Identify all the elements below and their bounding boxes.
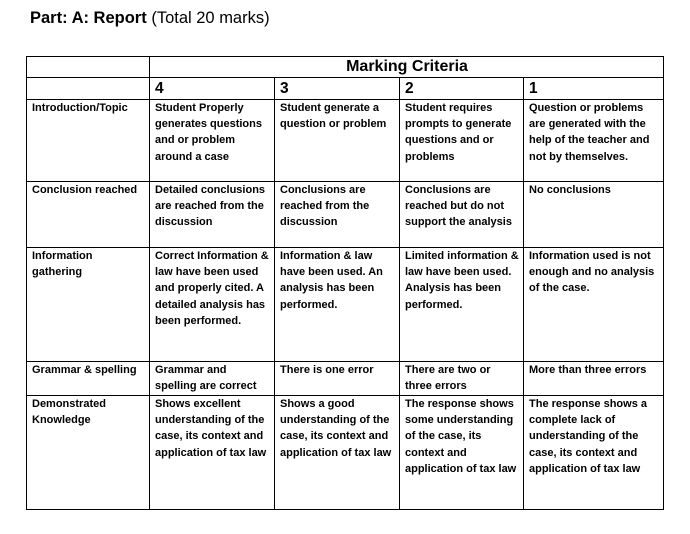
rubric-cell: Question or problems are generated with the help of the teacher and not by themselves.: [524, 100, 664, 182]
rubric-cell: Conclusions are reached but do not support the analysis: [400, 182, 524, 248]
rubric-cell: There are two or three errors: [400, 362, 524, 396]
rubric-cell: No conclusions: [524, 182, 664, 248]
level-header: 1: [524, 78, 664, 100]
marking-criteria-header: Marking Criteria: [150, 57, 664, 78]
criterion-label: Introduction/Topic: [27, 100, 150, 182]
rubric-cell: The response shows a complete lack of understanding of the case, its context and application of tax law: [524, 396, 664, 510]
level-header: 2: [400, 78, 524, 100]
rubric-cell: Detailed conclusions are reached from the discussion: [150, 182, 275, 248]
heading-bold: Part: A: Report: [30, 9, 147, 27]
rubric-cell: Student requires prompts to generate questions and or problems: [400, 100, 524, 182]
rubric-cell: Shows a good understanding of the case, its context and application of tax law: [275, 396, 400, 510]
criterion-label: Grammar & spelling: [27, 362, 150, 396]
rubric-cell: Student Properly generates questions and or problem around a case: [150, 100, 275, 182]
level-header: 3: [275, 78, 400, 100]
rubric-cell: Conclusions are reached from the discussion: [275, 182, 400, 248]
empty-level-corner-cell: [27, 78, 150, 100]
level-header-row: [27, 78, 664, 100]
table-row: [27, 362, 664, 396]
table-row: [27, 100, 664, 182]
rubric-cell: Student generate a question or problem: [275, 100, 400, 182]
rubric-cell: Grammar and spelling are correct: [150, 362, 275, 396]
rubric-cell: Correct Information & law have been used and properly cited. A detailed analysis has been performed.: [150, 248, 275, 362]
rubric-cell: Shows excellent understanding of the case, its context and application of tax law: [150, 396, 275, 510]
criterion-label: Conclusion reached: [27, 182, 150, 248]
table-row: [27, 396, 664, 510]
empty-corner-cell: [27, 57, 150, 78]
criterion-label: Information gathering: [27, 248, 150, 362]
band-header-row: [27, 57, 664, 78]
rubric-cell: More than three errors: [524, 362, 664, 396]
table-row: [27, 248, 664, 362]
rubric-cell: There is one error: [275, 362, 400, 396]
level-header: 4: [150, 78, 275, 100]
rubric-cell: Information used is not enough and no analysis of the case.: [524, 248, 664, 362]
heading-marks: (Total 20 marks): [146, 9, 270, 27]
criterion-label: Demonstrated Knowledge: [27, 396, 150, 510]
table-row: [27, 182, 664, 248]
marking-rubric-table: [26, 56, 664, 510]
page-heading: [30, 9, 270, 28]
rubric-cell: The response shows some understanding of the case, its context and application of tax law: [400, 396, 524, 510]
rubric-cell: Information & law have been used. An analysis has been performed.: [275, 248, 400, 362]
rubric-cell: Limited information & law have been used. Analysis has been performed.: [400, 248, 524, 362]
